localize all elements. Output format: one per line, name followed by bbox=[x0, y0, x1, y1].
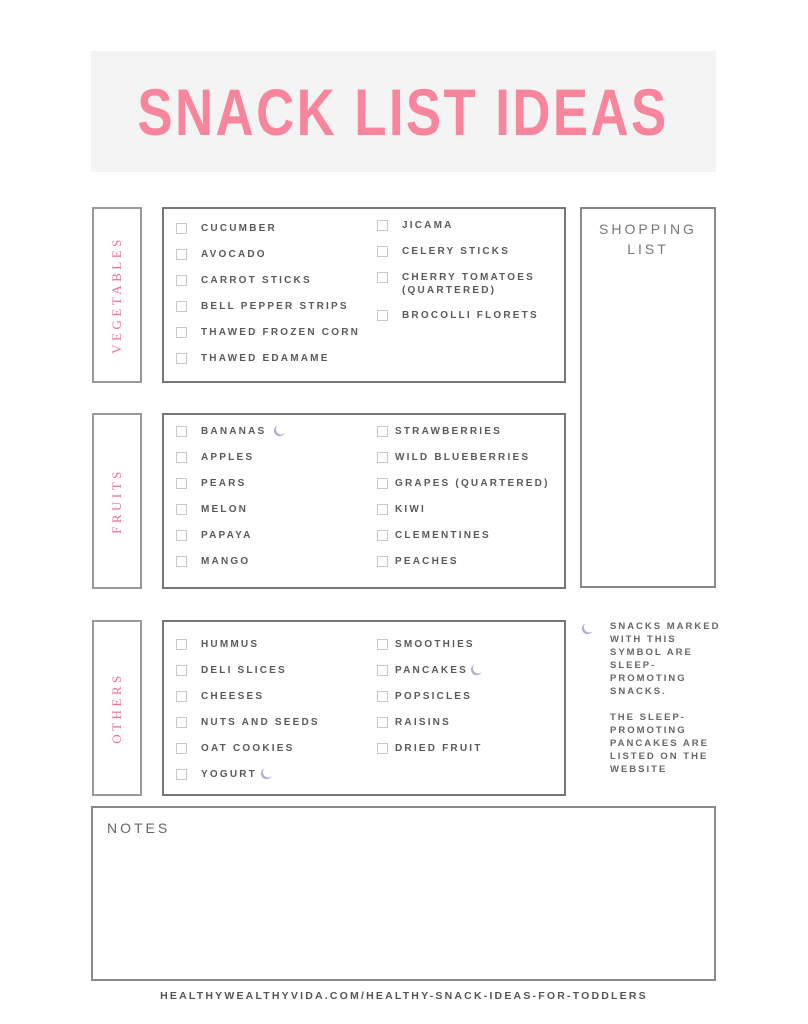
list-item[interactable]: GRAPES (QUARTERED) bbox=[377, 477, 550, 490]
title-banner bbox=[91, 51, 716, 172]
checkbox[interactable] bbox=[176, 275, 187, 286]
fruits-list bbox=[162, 413, 566, 589]
checkbox[interactable] bbox=[176, 452, 187, 463]
moon-icon bbox=[272, 424, 286, 438]
checkbox[interactable] bbox=[377, 556, 388, 567]
checkbox[interactable] bbox=[176, 743, 187, 754]
category-label: OTHERS bbox=[109, 672, 124, 744]
notes-label: NOTES bbox=[107, 820, 171, 836]
category-vegetables bbox=[92, 207, 142, 383]
checkbox[interactable] bbox=[377, 639, 388, 650]
list-item[interactable]: PEACHES bbox=[377, 555, 459, 568]
checkbox[interactable] bbox=[377, 272, 388, 283]
list-item[interactable]: BROCOLLI FLORETS bbox=[377, 309, 539, 322]
list-item[interactable]: STRAWBERRIES bbox=[377, 425, 502, 438]
list-item[interactable]: CUCUMBER bbox=[176, 222, 277, 235]
list-item[interactable]: BANANAS bbox=[176, 425, 286, 438]
list-item[interactable]: CELERY STICKS bbox=[377, 245, 510, 258]
checkbox[interactable] bbox=[176, 223, 187, 234]
list-item[interactable]: BELL PEPPER STRIPS bbox=[176, 300, 349, 313]
list-item[interactable]: DELI SLICES bbox=[176, 664, 287, 677]
checkbox[interactable] bbox=[176, 691, 187, 702]
list-item[interactable]: CHERRY TOMATOES (QUARTERED) bbox=[377, 271, 535, 297]
list-item[interactable]: CLEMENTINES bbox=[377, 529, 491, 542]
checkbox[interactable] bbox=[377, 452, 388, 463]
list-item[interactable]: MELON bbox=[176, 503, 248, 516]
checkbox[interactable] bbox=[176, 769, 187, 780]
list-item[interactable]: PAPAYA bbox=[176, 529, 253, 542]
notes-box[interactable] bbox=[91, 806, 716, 981]
checkbox[interactable] bbox=[176, 639, 187, 650]
list-item[interactable]: PANCAKES bbox=[377, 664, 483, 677]
list-item[interactable]: KIWI bbox=[377, 503, 426, 516]
legend-text: SNACKS MARKED WITH THIS SYMBOL ARE SLEEP-PROMOTING SNACKS. THE SLEEP-PROMOTING PANCAKES ARE LISTED ON THE WEBSITE bbox=[610, 621, 721, 775]
category-label: VEGETABLES bbox=[109, 236, 125, 354]
page-title: SNACK LIST IDEAS bbox=[137, 74, 670, 149]
checkbox[interactable] bbox=[377, 665, 388, 676]
list-item[interactable]: OAT COOKIES bbox=[176, 742, 294, 755]
category-others bbox=[92, 620, 142, 796]
checkbox[interactable] bbox=[377, 717, 388, 728]
checkbox[interactable] bbox=[176, 327, 187, 338]
checkbox[interactable] bbox=[176, 249, 187, 260]
list-item[interactable]: MANGO bbox=[176, 555, 250, 568]
list-item[interactable]: POPSICLES bbox=[377, 690, 472, 703]
checkbox[interactable] bbox=[176, 530, 187, 541]
checkbox[interactable] bbox=[176, 426, 187, 437]
checkbox[interactable] bbox=[377, 478, 388, 489]
list-item[interactable]: CARROT STICKS bbox=[176, 274, 312, 287]
list-item[interactable]: YOGURT bbox=[176, 768, 273, 781]
moon-icon bbox=[259, 767, 273, 781]
list-item[interactable]: THAWED FROZEN CORN bbox=[176, 326, 360, 339]
list-item[interactable]: JICAMA bbox=[377, 219, 454, 232]
others-list bbox=[162, 620, 566, 796]
category-fruits bbox=[92, 413, 142, 589]
checkbox[interactable] bbox=[377, 691, 388, 702]
checkbox[interactable] bbox=[176, 556, 187, 567]
list-item[interactable]: THAWED EDAMAME bbox=[176, 352, 330, 365]
checkbox[interactable] bbox=[377, 220, 388, 231]
checkbox[interactable] bbox=[377, 310, 388, 321]
list-item[interactable]: APPLES bbox=[176, 451, 254, 464]
list-item[interactable]: AVOCADO bbox=[176, 248, 267, 261]
checkbox[interactable] bbox=[377, 504, 388, 515]
list-item[interactable]: PEARS bbox=[176, 477, 246, 490]
list-item[interactable]: DRIED FRUIT bbox=[377, 742, 483, 755]
checkbox[interactable] bbox=[377, 246, 388, 257]
list-item[interactable]: WILD BLUEBERRIES bbox=[377, 451, 530, 464]
list-item[interactable]: CHEESES bbox=[176, 690, 264, 703]
shopping-list-title-2: LIST bbox=[627, 241, 669, 257]
checkbox[interactable] bbox=[176, 504, 187, 515]
checkbox[interactable] bbox=[176, 301, 187, 312]
checkbox[interactable] bbox=[176, 353, 187, 364]
moon-icon bbox=[469, 663, 483, 677]
vegetables-list bbox=[162, 207, 566, 383]
checkbox[interactable] bbox=[377, 530, 388, 541]
list-item[interactable]: RAISINS bbox=[377, 716, 451, 729]
list-item[interactable]: HUMMUS bbox=[176, 638, 259, 651]
moon-icon bbox=[580, 622, 594, 636]
checkbox[interactable] bbox=[377, 743, 388, 754]
category-label: FRUITS bbox=[109, 468, 125, 534]
shopping-list-title: SHOPPING bbox=[599, 221, 697, 237]
checkbox[interactable] bbox=[176, 478, 187, 489]
list-item[interactable]: SMOOTHIES bbox=[377, 638, 475, 651]
checkbox[interactable] bbox=[176, 717, 187, 728]
shopping-list-box[interactable] bbox=[580, 207, 716, 588]
checkbox[interactable] bbox=[377, 426, 388, 437]
footer-url[interactable]: HEALTHYWEALTHYVIDA.COM/HEALTHY-SNACK-IDEAS-FOR-TODDLERS bbox=[160, 990, 648, 1002]
checkbox[interactable] bbox=[176, 665, 187, 676]
list-item[interactable]: NUTS AND SEEDS bbox=[176, 716, 320, 729]
